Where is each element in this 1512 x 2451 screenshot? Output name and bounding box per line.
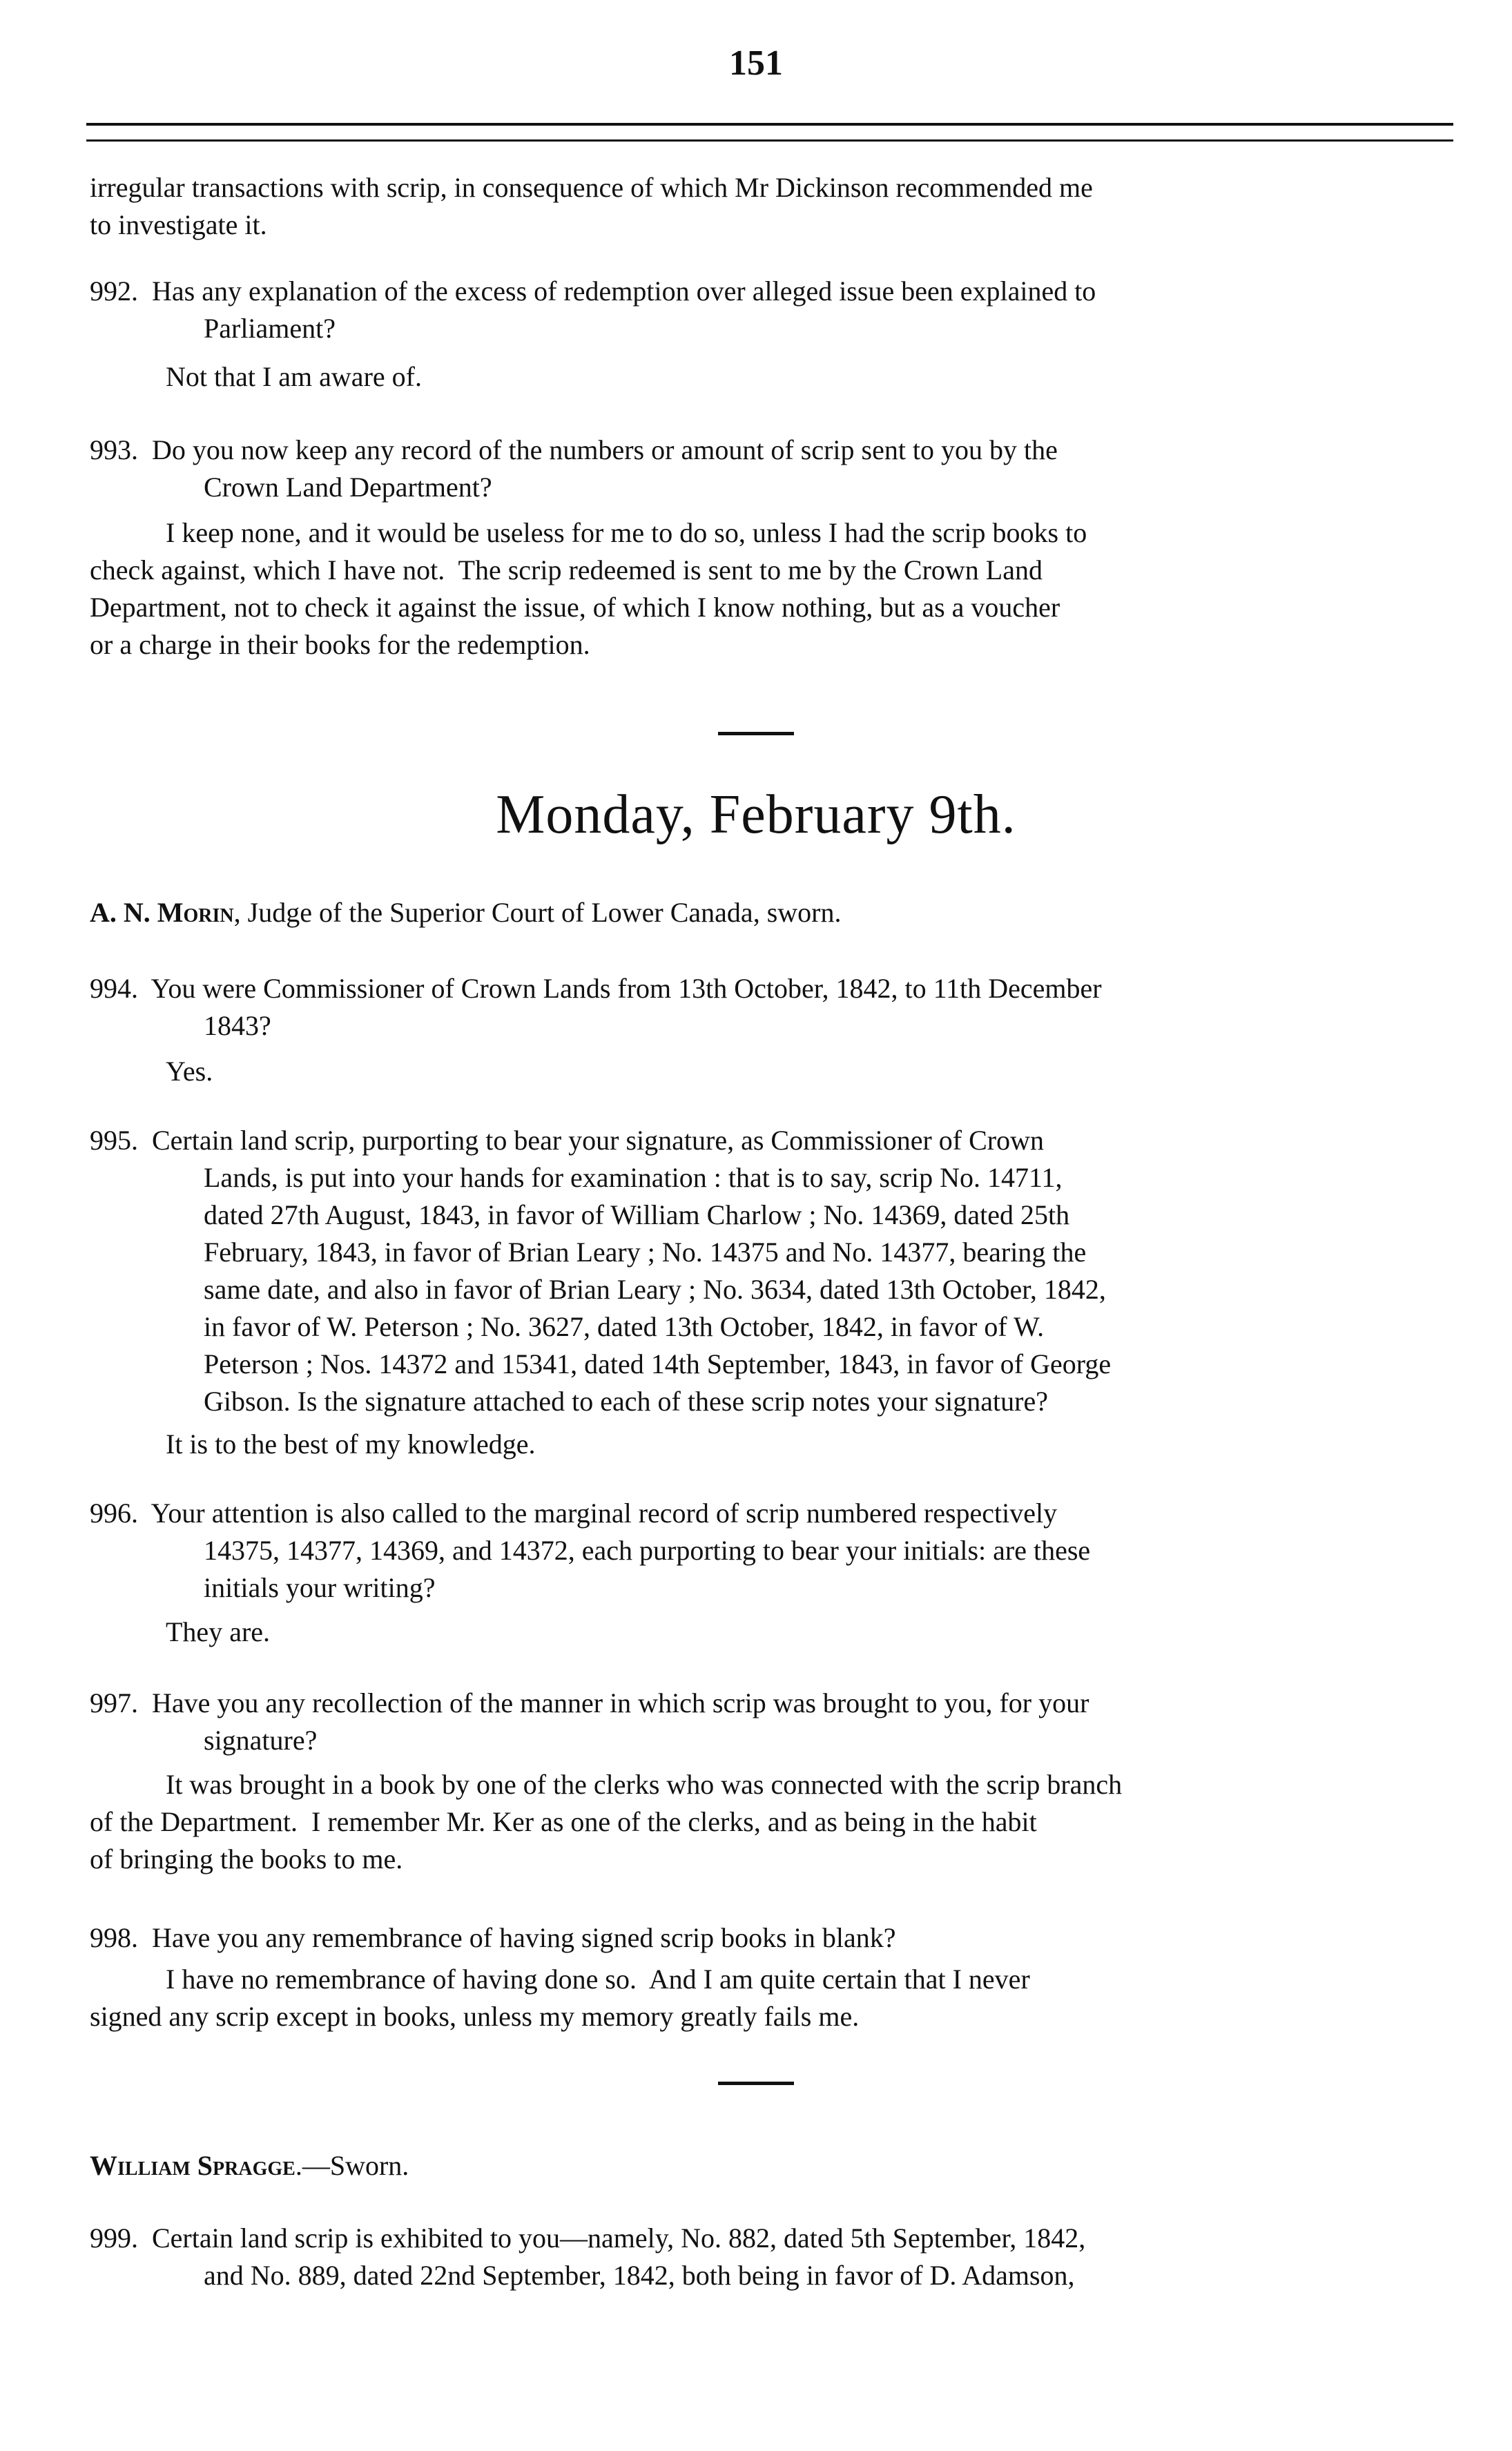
question-text: dated 27th August, 1843, in favor of William Charlow ; No. 14369, dated 25th bbox=[204, 1199, 1070, 1230]
question-text: 14375, 14377, 14369, and 14372, each purporting to bear your initials: are these bbox=[204, 1535, 1091, 1566]
witness-name: William Spragge bbox=[90, 2150, 295, 2181]
witness-name: A. N. Morin bbox=[90, 897, 234, 928]
witness-heading bbox=[90, 2147, 409, 2184]
question-number: 992. bbox=[90, 275, 138, 307]
question-number: 996. bbox=[90, 1498, 138, 1529]
question-996 bbox=[90, 1495, 1457, 1651]
question-text: Gibson. Is the signature attached to each of these scrip notes your signature? bbox=[204, 1386, 1048, 1417]
question-number: 999. bbox=[90, 2222, 138, 2254]
witness-description: .—Sworn. bbox=[295, 2150, 409, 2181]
header-double-rule bbox=[86, 123, 1453, 142]
answer-text: of bringing the books to me. bbox=[90, 1843, 403, 1874]
answer-text: It was brought in a book by one of the clerks who was connected with the scrip branch bbox=[166, 1769, 1123, 1800]
answer-text: Department, not to check it against the issue, of which I know nothing, but as a voucher bbox=[90, 592, 1060, 623]
text-line: to investigate it. bbox=[90, 209, 267, 240]
section-divider bbox=[718, 2082, 794, 2085]
question-text: February, 1843, in favor of Brian Leary ; No. 14375 and No. 14377, bearing the bbox=[204, 1237, 1087, 1268]
answer-text: They are. bbox=[166, 1616, 271, 1647]
question-text: Peterson ; Nos. 14372 and 15341, dated 14th September, 1843, in favor of George bbox=[204, 1348, 1112, 1379]
question-number: 995. bbox=[90, 1125, 138, 1156]
question-text: Have you any recollection of the manner in which scrip was brought to you, for your bbox=[152, 1687, 1089, 1718]
question-994 bbox=[90, 970, 1457, 1090]
question-text: Certain land scrip, purporting to bear your signature, as Commissioner of Crown bbox=[152, 1125, 1044, 1156]
question-992 bbox=[90, 273, 1457, 396]
section-divider bbox=[718, 732, 794, 735]
answer-text: I have no remembrance of having done so. And I am quite certain that I never bbox=[166, 1964, 1030, 1995]
day-heading: Monday, February 9th. bbox=[496, 784, 1016, 845]
question-999 bbox=[90, 2220, 1457, 2294]
question-text: You were Commissioner of Crown Lands from 13th October, 1842, to 11th December bbox=[151, 973, 1102, 1004]
question-number: 997. bbox=[90, 1687, 138, 1718]
answer-text: check against, which I have not. The scrip redeemed is sent to me by the Crown Land bbox=[90, 554, 1043, 585]
question-text: Certain land scrip is exhibited to you—namely, No. 882, dated 5th September, 1842, bbox=[152, 2222, 1086, 2254]
question-text: Crown Land Department? bbox=[204, 472, 492, 503]
question-text: Have you any remembrance of having signed scrip books in blank? bbox=[152, 1922, 896, 1953]
question-997 bbox=[90, 1685, 1457, 1878]
witness-description: , Judge of the Superior Court of Lower Canada, sworn. bbox=[233, 897, 842, 928]
question-text: 1843? bbox=[204, 1010, 271, 1041]
answer-text: Not that I am aware of. bbox=[166, 361, 422, 392]
answer-text: of the Department. I remember Mr. Ker as one of the clerks, and as being in the habit bbox=[90, 1806, 1037, 1837]
question-995 bbox=[90, 1122, 1457, 1463]
answer-text: or a charge in their books for the redemption. bbox=[90, 629, 590, 660]
question-text: same date, and also in favor of Brian Leary ; No. 3634, dated 13th October, 1842, bbox=[204, 1274, 1106, 1305]
question-998 bbox=[90, 1919, 1457, 2035]
page-number: 151 bbox=[729, 43, 783, 83]
question-text: initials your writing? bbox=[204, 1572, 436, 1603]
question-text: Parliament? bbox=[204, 313, 336, 344]
answer-text: signed any scrip except in books, unless my memory greatly fails me. bbox=[90, 2001, 860, 2032]
answer-text: It is to the best of my knowledge. bbox=[166, 1428, 536, 1460]
question-text: Has any explanation of the excess of redemption over alleged issue been explained to bbox=[152, 275, 1096, 307]
question-text: and No. 889, dated 22nd September, 1842, both being in favor of D. Adamson, bbox=[204, 2260, 1075, 2291]
question-text: signature? bbox=[204, 1725, 318, 1756]
text-line: irregular transactions with scrip, in consequence of which Mr Dickinson recommended me bbox=[90, 172, 1093, 203]
question-text: Do you now keep any record of the numbers or amount of scrip sent to you by the bbox=[152, 434, 1058, 465]
question-text: Lands, is put into your hands for examination : that is to say, scrip No. 14711, bbox=[204, 1162, 1063, 1193]
question-number: 993. bbox=[90, 434, 138, 465]
answer-text: I keep none, and it would be useless for me to do so, unless I had the scrip books to bbox=[166, 517, 1087, 548]
intro-paragraph bbox=[90, 169, 1457, 244]
witness-heading bbox=[90, 894, 841, 931]
question-text: Your attention is also called to the marginal record of scrip numbered respectively bbox=[151, 1498, 1058, 1529]
question-number: 994. bbox=[90, 973, 138, 1004]
answer-text: Yes. bbox=[166, 1056, 213, 1087]
question-text: in favor of W. Peterson ; No. 3627, dated 13th October, 1842, in favor of W. bbox=[204, 1311, 1045, 1342]
question-993 bbox=[90, 432, 1457, 663]
question-number: 998. bbox=[90, 1922, 138, 1953]
